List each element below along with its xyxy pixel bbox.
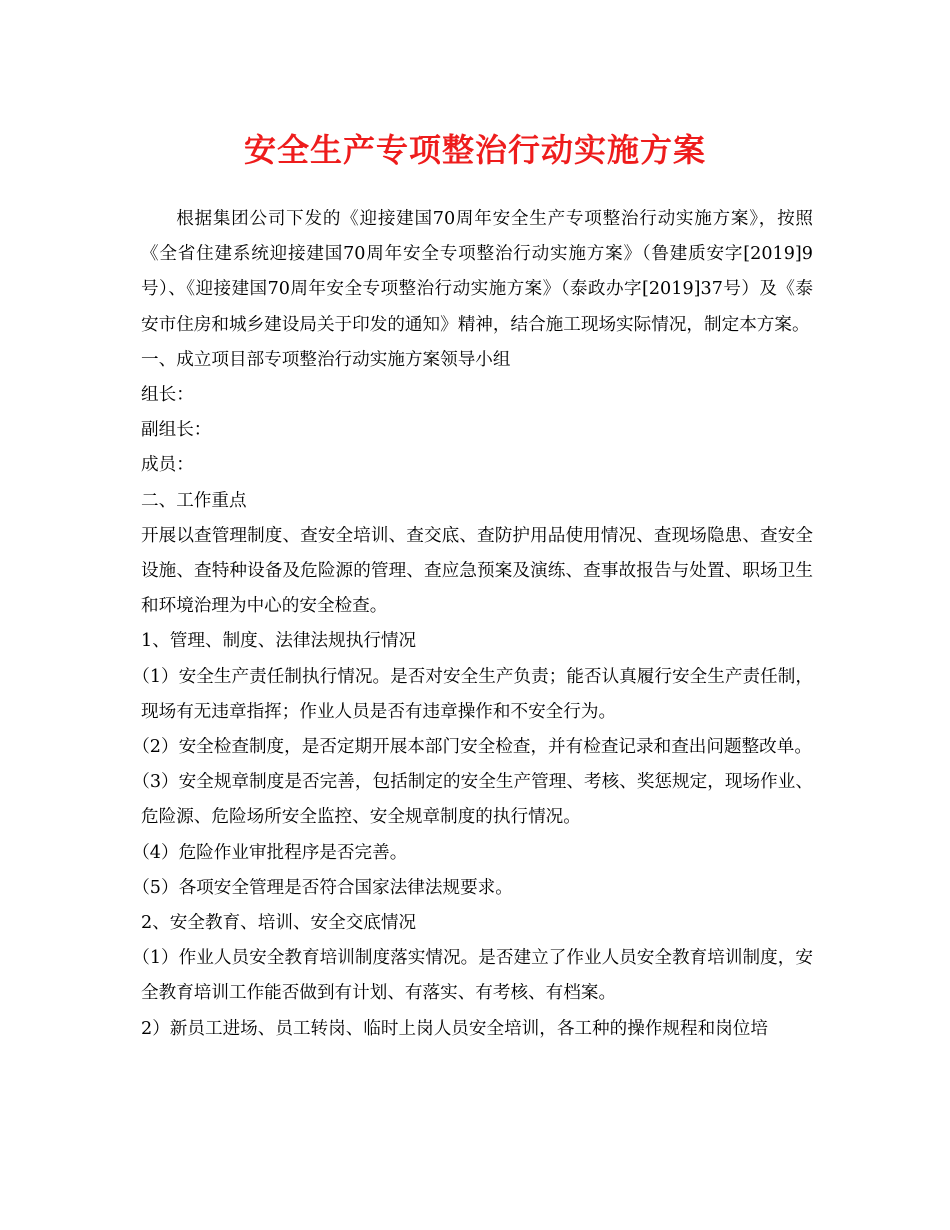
list-item: （4）危险作业审批程序是否完善。 (132, 842, 408, 863)
document-body (132, 202, 813, 1047)
list-item: （1）作业人员安全教育培训制度落实情况。是否建立了作业人员安全教育培训制度，安全教育培训工作能否做到有计划、有落实、有考核、有档案。 (132, 948, 813, 1004)
document-title: 安全生产专项整治行动实施方案 (243, 131, 706, 169)
leader-line: 组长： (141, 385, 194, 406)
list-item: 2）新员工进场、员工转岗、临时上岗人员安全培训，各工种的操作规程和岗位培 (141, 1018, 768, 1039)
list-item: （1）安全生产责任制执行情况。是否对安全生产负责；能否认真履行安全生产责任制，现场有无违章指挥；作业人员是否有违章操作和不安全行为。 (132, 666, 813, 722)
body-paragraph: 开展以查管理制度、查安全培训、查交底、查防护用品使用情况、查现场隐患、查安全设施、查特种设备及危险源的管理、查应急预案及演练、查事故报告与处置、职场卫生和环境治理为中心的安全检查。 (141, 525, 813, 617)
list-item: （2）安全检查制度，是否定期开展本部门安全检查，并有检查记录和查出问题整改单。 (132, 737, 812, 758)
section-heading: 一、成立项目部专项整治行动实施方案领导小组 (141, 349, 511, 370)
list-item: （3）安全规章制度是否完善，包括制定的安全生产管理、考核、奖惩规定，现场作业、危险源、危险场所安全监控、安全规章制度的执行情况。 (132, 772, 813, 828)
section-heading: 二、工作重点 (141, 490, 247, 511)
subsection-heading: 2、安全教育、培训、安全交底情况 (141, 913, 417, 934)
deputy-leader-line: 副组长： (141, 420, 212, 441)
list-item: （5）各项安全管理是否符合国家法律法规要求。 (132, 877, 513, 898)
members-line: 成员： (141, 455, 194, 476)
subsection-heading: 1、管理、制度、法律法规执行情况 (141, 631, 417, 652)
intro-paragraph: 根据集团公司下发的《迎接建国70周年安全生产专项整治行动实施方案》，按照《全省住建系统迎接建国70周年安全专项整治行动实施方案》（鲁建质安字[2019]9号）、《迎接建国70周年安全专项整治行动实施方案》（泰政办字[2019]37号）及《泰安市住房和城乡建设局关于印发的通知》精神，结合施工现场实际情况，制定本方案。 (141, 209, 813, 335)
